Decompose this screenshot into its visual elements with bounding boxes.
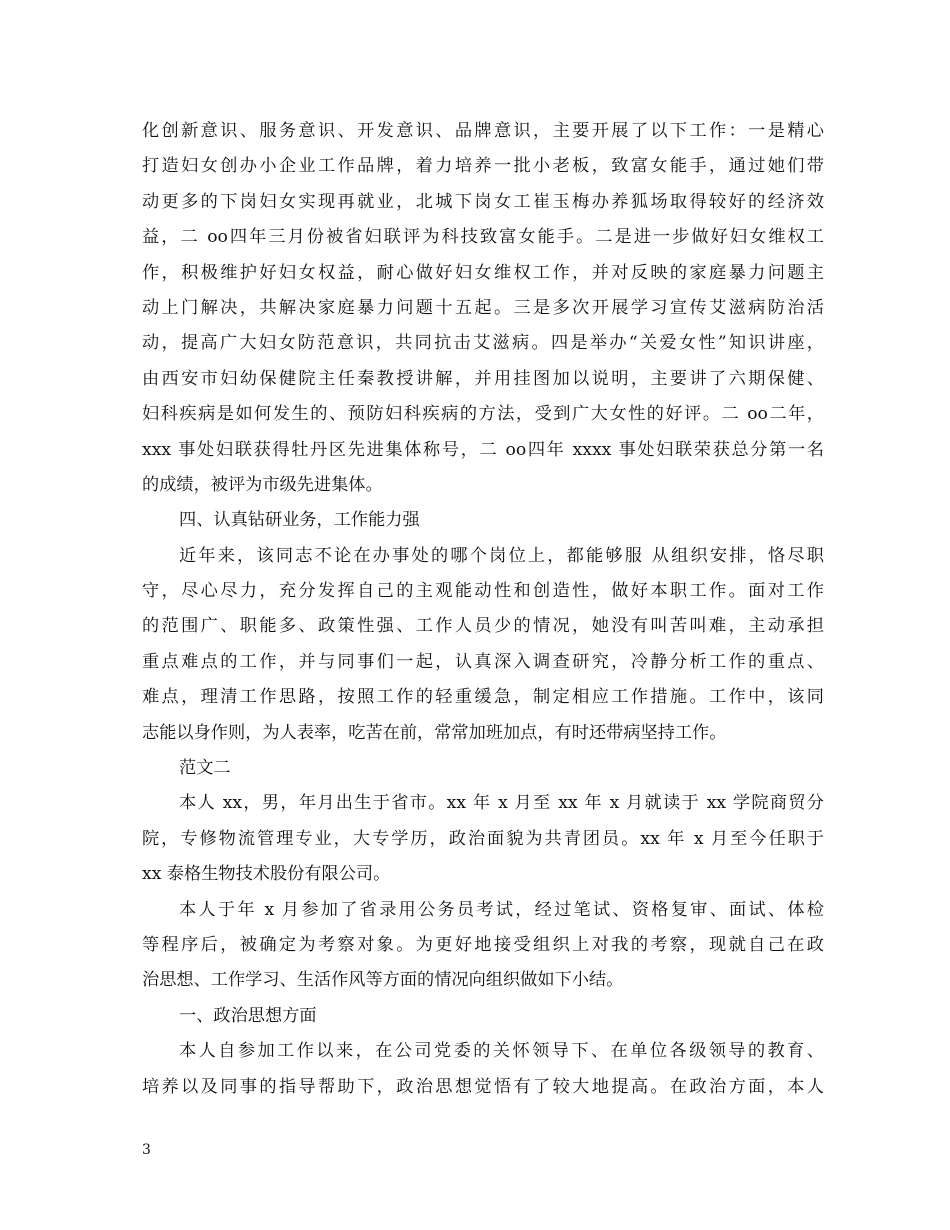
text-line: 等程序后，被确定为考察对象。为更好地接受组织上对我的考察，现就自己在政 [142, 934, 824, 955]
text-line: 动上门解决，共解决家庭暴力问题十五起。三是多次开展学习宣传艾滋病防治活 [142, 297, 824, 318]
text-line: 治思想、工作学习、生活作风等方面的情况向组织做如下小结。 [142, 970, 624, 991]
text-line: 的成绩，被评为市级先进集体。 [142, 474, 383, 495]
text-line: 培养以及同事的指导帮助下，政治思想觉悟有了较大地提高。在政治方面，本人 [142, 1076, 824, 1097]
body-text [142, 114, 824, 1105]
text-line: 作，积极维护好妇女权益，耐心做好妇女维权工作，并对反映的家庭暴力问题主 [142, 262, 824, 283]
text-line: 院，专修物流管理专业，大专学历，政治面貌为共青团员。xx 年 x 月至今任职于 [142, 828, 824, 849]
text-line: 动更多的下岗妇女实现再就业，北城下岗女工崔玉梅办养狐场取得较好的经济效 [142, 191, 824, 212]
text-line: 守，尽心尽力，充分发挥自己的主观能动性和创造性，做好本职工作。面对工作 [142, 581, 824, 602]
text-line: 重点难点的工作，并与同事们一起，认真深入调查研究，冷静分析工作的重点、 [142, 651, 824, 672]
text-line: 妇科疾病是如何发生的、预防妇科疾病的方法，受到广大女性的好评。二 oo二年， [142, 404, 824, 425]
text-line: 打造妇女创办小企业工作品牌，着力培养一批小老板，致富女能手，通过她们带 [142, 156, 824, 177]
page-number: 3 [142, 1142, 151, 1158]
text-line: 由西安市妇幼保健院主任秦教授讲解，并用挂图加以说明，主要讲了六期保健、 [142, 368, 824, 389]
section-heading: 一、政治思想方面 [179, 1005, 317, 1026]
section-heading: 范文二 [179, 758, 231, 779]
text-line: 本人 xx，男，年月出生于省市。xx 年 x 月至 xx 年 x 月就读于 xx 学院商贸分 [179, 793, 824, 814]
text-line: 动，提高广大妇女防范意识，共同抗击艾滋病。四是举办“关爱女性”知识讲座， [142, 333, 824, 354]
text-line: xxx 事处妇联获得牡丹区先进集体称号，二 oo四年 xxxx 事处妇联荣获总分第一名 [142, 439, 824, 460]
text-line: 难点，理清工作思路，按照工作的轻重缓急，制定相应工作措施。工作中，该同 [142, 687, 824, 708]
text-line: 本人自参加工作以来，在公司党委的关怀领导下、在单位各级领导的教育、 [179, 1041, 824, 1062]
text-line: 近年来，该同志不论在办事处的哪个岗位上，都能够服 从组织安排，恪尽职 [179, 545, 824, 566]
text-line: 化创新意识、服务意识、开发意识、品牌意识，主要开展了以下工作：一是精心 [142, 121, 824, 141]
text-line: 本人于年 x 月参加了省录用公务员考试，经过笔试、资格复审、面试、体检 [179, 899, 824, 920]
section-heading: 四、认真钻研业务，工作能力强 [179, 510, 420, 531]
text-line: 志能以身作则，为人表率，吃苦在前，常常加班加点，有时还带病坚持工作。 [142, 722, 727, 743]
text-line: 益，二 oo四年三月份被省妇联评为科技致富女能手。二是进一步做好妇女维权工 [142, 227, 824, 248]
text-line: 的范围广、职能多、政策性强、工作人员少的情况，她没有叫苦叫难，主动承担 [142, 616, 824, 637]
text-line: xx 泰格生物技术股份有限公司。 [142, 864, 391, 885]
